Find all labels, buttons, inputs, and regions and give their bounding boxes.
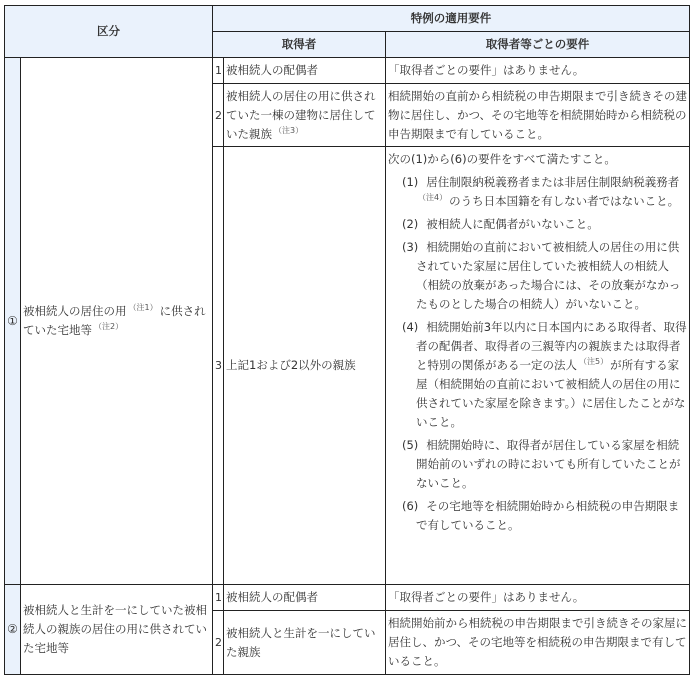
- item-text: 相続開始時に、取得者が居住している家屋を相続開始前のいずれの時においても所有していたことがないこと。: [416, 438, 681, 490]
- item-label: (2): [402, 217, 419, 231]
- item-text: 相続開始の直前において被相続人の居住の用に供されていた家屋に居住していた被相続人の相続人（相続の放棄があった場合には、その放棄がなかったものとした場合の相続人）がいないこと。: [416, 240, 681, 311]
- row-number: 1: [213, 58, 224, 84]
- acquirer-cell: 被相続人と生計を一にしていた親族: [224, 611, 386, 675]
- section-marker: ①: [5, 58, 21, 585]
- requirement-item-2: [388, 215, 687, 234]
- acquirer-cell: 被相続人の配偶者: [224, 585, 386, 611]
- table-row: [5, 58, 690, 84]
- acquirer-cell: [224, 84, 386, 147]
- acquirer-cell: 上記1および2以外の親族: [224, 147, 386, 585]
- note-ref: （注3）: [274, 125, 304, 135]
- section-marker: ②: [5, 585, 21, 675]
- category-label: 被相続人と生計を一にしていた被相続人の親族の居住の用に供されていた宅地等: [21, 585, 213, 675]
- category-text: に供されていた宅地等: [23, 304, 206, 337]
- requirement-item-1: [388, 173, 687, 211]
- table-row: [5, 585, 690, 611]
- requirement-item-4: [388, 318, 687, 432]
- header-row-1: [5, 6, 690, 32]
- header-requirements-group: 特例の適用要件: [213, 6, 690, 32]
- note-ref: （注2）: [94, 322, 124, 332]
- row-number: 2: [213, 84, 224, 147]
- requirement-cell: 「取得者ごとの要件」はありません。: [386, 58, 690, 84]
- note-ref: （注4）: [418, 193, 448, 203]
- row-number: 2: [213, 611, 224, 675]
- item-label: (4): [402, 320, 419, 334]
- item-label: (5): [402, 438, 419, 452]
- row-number: 1: [213, 585, 224, 611]
- item-label: (3): [402, 240, 419, 254]
- item-text: が所有する家屋（相続開始の直前において被相続人の居住の用に供されていた家屋を除きます。）に居住したことがないこと。: [416, 358, 686, 429]
- requirement-cell: [386, 147, 690, 585]
- category-text: 被相続人の居住の用: [23, 304, 127, 318]
- requirement-item-6: [388, 497, 687, 535]
- item-text: 被相続人に配偶者がいないこと。: [426, 217, 599, 231]
- item-label: (1): [402, 175, 419, 189]
- item-text: 相続開始前3年以内に日本国内にある取得者、取得者の配偶者、取得者の三親等内の親族または取得者と特別の関係がある一定の法人: [416, 320, 687, 372]
- requirement-cell: 相続開始前から相続税の申告期限まで引き続きその家屋に居住し、かつ、その宅地等を相続税の申告期限まで有していること。: [386, 611, 690, 675]
- requirement-item-3: [388, 238, 687, 314]
- requirement-intro: 次の(1)から(6)の要件をすべて満たすこと。: [388, 152, 616, 166]
- requirement-cell: 相続開始の直前から相続税の申告期限まで引き続きその建物に居住し、かつ、その宅地等を相続開始時から相続税の申告期限まで有していること。: [386, 84, 690, 147]
- item-text: 居住制限納税義務者または非居住制限納税義務者: [426, 175, 680, 189]
- header-acquirer: 取得者: [213, 32, 386, 58]
- header-category: 区分: [5, 6, 213, 58]
- category-label: [21, 58, 213, 585]
- item-text: その宅地等を相続開始時から相続税の申告期限まで有していること。: [416, 499, 680, 532]
- acquirer-text: 被相続人の居住の用に供されていた一棟の建物に居住していた親族: [226, 88, 376, 141]
- note-ref: （注1）: [128, 303, 158, 313]
- acquirer-cell: 被相続人の配偶者: [224, 58, 386, 84]
- item-label: (6): [402, 499, 419, 513]
- requirement-cell: 「取得者ごとの要件」はありません。: [386, 585, 690, 611]
- special-provision-requirements-table: [4, 5, 690, 675]
- item-text: のうち日本国籍を有しない者ではないこと。: [449, 194, 680, 208]
- row-number: 3: [213, 147, 224, 585]
- header-acquirer-requirements: 取得者等ごとの要件: [386, 32, 690, 58]
- note-ref: （注5）: [579, 357, 609, 367]
- requirement-item-5: [388, 436, 687, 493]
